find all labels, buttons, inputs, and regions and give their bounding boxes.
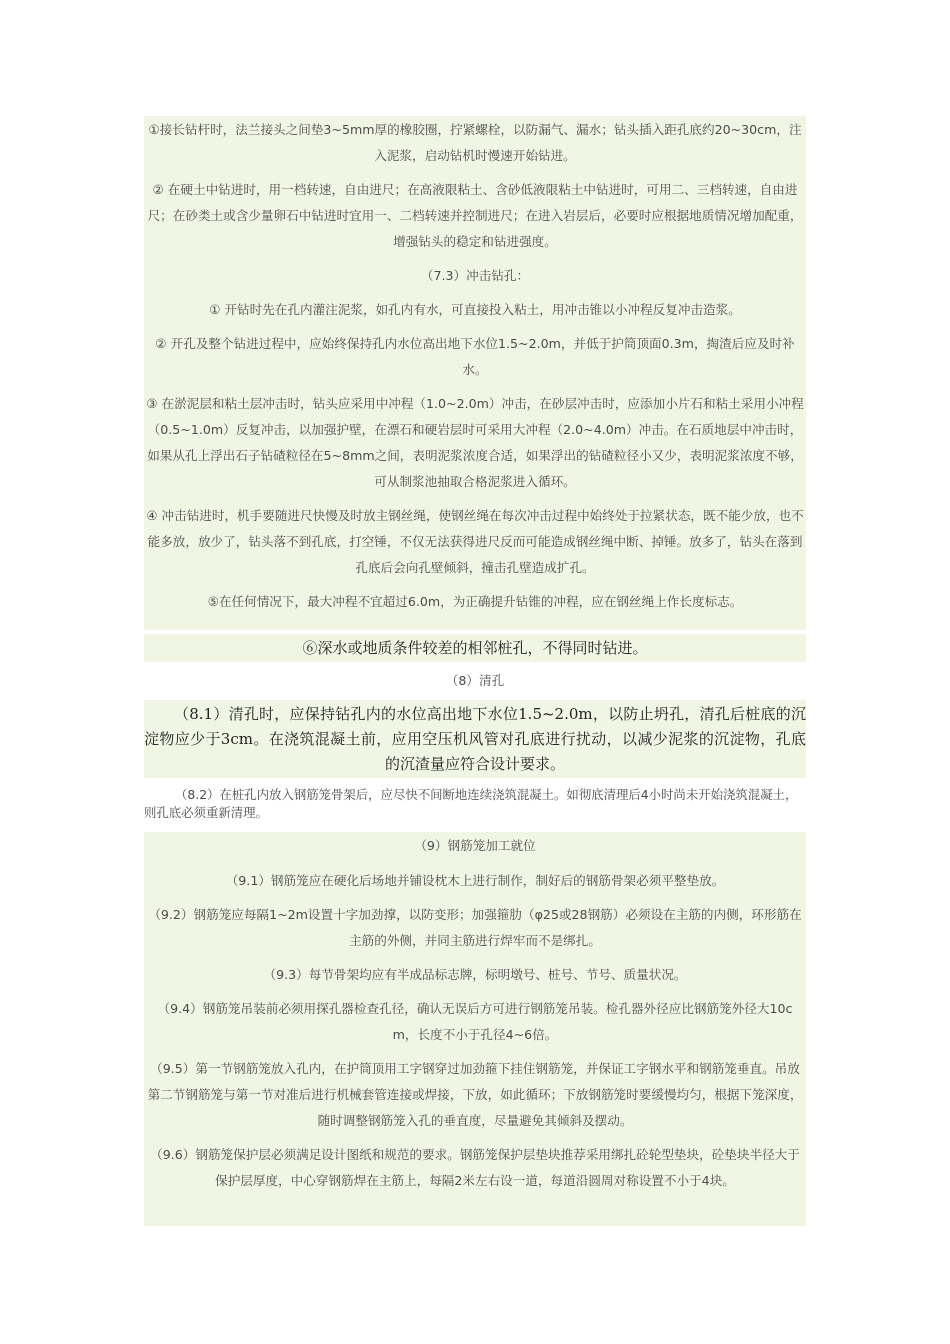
section-7-block [144,116,806,630]
heading-percussion-drilling: （7.3）冲击钻孔： [420,268,530,283]
paragraph-stiffeners: （9.2）钢筋笼应每隔1~2m设置十字加劲撑，以防变形；加强箍肋（φ25或28钢筋）必须设在主筋的内侧，环形筋在主筋的外侧，并同主筋进行焊牢而不是绑扎。 [148,907,802,948]
paragraph-percussion-start: ① 开钻时先在孔内灌注泥浆，如孔内有水，可直接投入粘土，用冲击锥以小冲程反复冲击造浆。 [209,302,741,317]
paragraph-hard-soil-drilling: ② 在硬土中钻进时，用一档转速，自由进尺；在高液限粘土、含砂低液限粘土中钻进时，可用二、三档转速，自由进尺；在砂类土或含少量卵石中钻进时宜用一、二档转速并控制进尺；在进入岩层后，必要时应根据地质情况增加配重，增强钻头的稳定和钻进强度。 [147,182,803,249]
paragraph-pour-concrete: （8.2）在桩孔内放入钢筋笼骨架后，应尽快不间断地连续浇筑混凝土。如彻底清理后4小时尚未开始浇筑混凝土，则孔底必须重新清理。 [144,787,798,820]
paragraph-protective-layer: （9.6）钢筋笼保护层必须满足设计图纸和规范的要求。钢筋笼保护层垫块推荐采用绑扎砼轮型垫块，砼垫块半径大于保护层厚度，中心穿钢筋焊在主筋上，每隔2米左右设一道，每道沿圆周对称设置不小于4块。 [150,1147,800,1188]
section-8-2-block [144,782,806,828]
section-8-1-block [144,700,806,778]
heading-hole-cleaning: （8）清孔 [445,673,505,688]
paragraph-hole-check: （9.4）钢筋笼吊装前必须用探孔器检查孔径，确认无误后方可进行钢筋笼吊装。检孔器外径应比钢筋笼外径大10cm，长度不小于孔径4~6倍。 [157,1001,793,1042]
paragraph-stroke-selection: ③ 在淤泥层和粘土层冲击时，钻头应采用中冲程（1.0~2.0m）冲击，在砂层冲击时，应添加小片石和粘土采用小冲程（0.5~1.0m）反复冲击，以加强护壁，在漂石和硬岩层时可采用大冲程（2.0~4.0m）冲击。在石质地层中冲击时，如果从孔上浮出石子钻碴粒径在5~8mm之间，表明泥浆浓度合适，如果浮出的钻碴粒径小又少，表明泥浆浓度不够，可从制浆池抽取合格泥浆进入循环。 [146,396,804,489]
heading-rebar-cage: （9）钢筋笼加工就位 [414,838,536,853]
section-7-last-block [144,634,806,662]
paragraph-labels: （9.3）每节骨架均应有半成品标志牌，标明墩号、桩号、节号、质量状况。 [263,967,687,982]
paragraph-adjacent-piles: ⑥深水或地质条件较差的相邻桩孔，不得同时钻进。 [302,639,648,657]
paragraph-hole-cleaning-water-level: （8.1）清孔时，应保持钻孔内的水位高出地下水位1.5~2.0m，以防止坍孔，清孔后桩底的沉淀物应少于3cm。在浇筑混凝土前，应用空压机风管对孔底进行扰动，以减少泥浆的沉淀物，孔底的沉渣量应符合设计要求。 [144,705,806,773]
paragraph-wire-rope: ④ 冲击钻进时，机手要随进尺快慢及时放主钢丝绳，使钢丝绳在每次冲击过程中始终处于拉紧状态，既不能少放，也不能多放，放少了，钻头落不到孔底，打空锤，不仅无法获得进尺反而可能造成钢丝绳中断、掉锤。放多了，钻头在落到孔底后会向孔壁倾斜，撞击孔壁造成扩孔。 [146,508,804,575]
paragraph-cage-lowering: （9.5）第一节钢筋笼放入孔内，在护筒顶用工字钢穿过加劲箍下挂住钢筋笼，并保证工字钢水平和钢筋笼垂直。吊放第二节钢筋笼与第一节对准后进行机械套管连接或焊接，下放，如此循环；下放钢筋笼时要缓慢均匀，根据下笼深度，随时调整钢筋笼入孔的垂直度，尽量避免其倾斜及摆动。 [147,1061,803,1128]
section-9-block [144,832,806,1226]
section-8-heading-row [144,670,806,692]
paragraph-water-level: ② 开孔及整个钻进过程中，应始终保持孔内水位高出地下水位1.5~2.0m，并低于护筒顶面0.3m，掏渣后应及时补水。 [155,336,795,377]
paragraph-max-stroke: ⑤在任何情况下，最大冲程不宜超过6.0m，为正确提升钻锥的冲程，应在钢丝绳上作长度标志。 [207,594,743,609]
paragraph-drill-rod-extension: ①接长钻杆时，法兰接头之间垫3~5mm厚的橡胶圈，拧紧螺栓，以防漏气、漏水；钻头插入距孔底约20~30cm，注入泥浆，启动钻机时慢速开始钻进。 [148,122,802,163]
paragraph-cage-fabrication: （9.1）钢筋笼应在硬化后场地并铺设枕木上进行制作，制好后的钢筋骨架必须平整垫放。 [225,873,725,888]
